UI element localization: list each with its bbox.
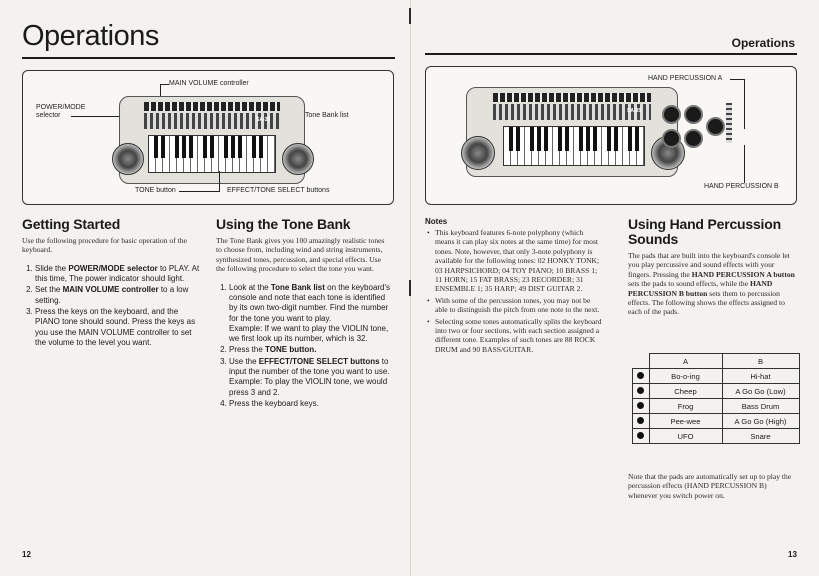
page-title: Operations [22,20,159,52]
col-header-a: A [649,354,722,369]
callout-tone-button: TONE button [135,187,176,194]
pads-table [632,353,800,444]
table-row: Cheep A Go Go (Low) [633,384,800,399]
speaker-right [282,143,314,175]
table-row: Pee-wee A Go Go (High) [633,414,800,429]
list-item: 1. Look at the Tone Bank list on the keyboard's console and note that each tone is identified by its own two-digit number. Find the number for the tone you want to play. Example: If we want to play the VIOLIN tone, we first look up its number, which is 32. [229,283,392,345]
page-header-right: Operations [731,36,795,50]
speaker-left [112,143,144,175]
table-header-row [633,354,800,369]
getting-started-section [22,217,200,349]
table-row: Frog Bass Drum [633,399,800,414]
keyboard-illustration [119,96,305,184]
spine-mark [409,280,411,296]
tone-bank-intro: The Tone Bank gives you 100 amazingly realistic tones to choose from, including wind and string instruments, synthesized tones, percussion, and special effects. Use the following procedure to select the tone you want. [216,236,385,274]
speaker-left [461,136,495,170]
header-rule [425,53,797,55]
pad-dot-icon [637,417,644,424]
pad-icon [684,129,703,148]
list-item: • This keyboard features 6-note polyphony (which means it can play six notes at the same time) for most tones. Note, however, that only 3-note polyphony is available for the following tones: 02 HONKY TONK; 03 HARPSICHORD; 04 TOY PIANO; 10 BRASS 1; 11 HORN; 15 FAT BRASS; 23 RECORDER; 31 ENSEMBLE 1; 35 HARP; 49 DIST GUITAR 2. [435,228,603,294]
getting-started-steps [22,264,200,348]
list-item: 2. Press the TONE button. [229,345,392,355]
pad-dot-icon [637,372,644,379]
pad-dot-icon [637,387,644,394]
notes-section [425,217,603,356]
hand-percussion-section [628,217,796,317]
callout-hand-percussion-b: HAND PERCUSSION B [704,183,779,190]
pad-icon [684,105,703,124]
spine-mark [409,8,411,24]
pad-icon [706,117,725,136]
callout-effect-tone: EFFECT/TONE SELECT buttons [227,187,330,194]
callout-power-mode-2: selector [36,112,61,119]
keyboard-illustration [466,87,678,177]
getting-started-heading: Getting Started [22,216,121,232]
hand-percussion-footer: Note that the pads are automatically set up to play the percussion effects (HAND PERCUSSION B) whenever you switch power on. [628,472,792,500]
col-header-b: B [722,354,799,369]
title-rule [22,57,395,59]
tone-bank-steps [216,283,392,410]
pad-dot-icon [637,432,644,439]
table-row: Bo-o-ing Hi-hat [633,369,800,384]
piano-keys [148,135,276,173]
table-row: UFO Snare [633,429,800,444]
callout-tone-bank: Tone Bank list [305,112,349,119]
tone-bank-list [493,93,651,102]
callout-hand-percussion-a: HAND PERCUSSION A [648,75,723,82]
keyboard-figure-left [22,70,394,205]
list-item: 3. Use the EFFECT/TONE SELECT buttons to input the number of the tone you want to use. Example: To play the VIOLIN tone, we would press 3 and 2. [229,357,392,398]
hand-percussion-heading: Using Hand Percussion Sounds [628,216,781,247]
list-item: 1. Slide the POWER/MODE selector to PLAY. At this time, The power indicator should light. [35,264,200,285]
callout-main-volume: MAIN VOLUME controller [169,80,249,87]
pad-icon [662,129,681,148]
page-number-left: 12 [22,550,31,559]
list-item: • With some of the percussion tones, you may not be able to distinguish the pitch from one note to the next. [435,296,603,315]
pad-icon [662,105,681,124]
tone-bank-heading: Using the Tone Bank [216,216,351,232]
piano-keys [503,126,645,166]
model-label: SA-35 [627,108,642,114]
callout-power-mode: POWER/MODE [36,104,86,111]
notes-list [425,228,603,354]
hand-percussion-body: The pads that are built into the keyboard's console let you play percussive and sound effects with your fingers. Pressing the HAND PERCUSSION A button sets the pads to sound effects, while the HAND PERCUSSION B button sets them to percussion effects. The following shows the effects assigned to each of the pads. [628,251,795,317]
model-label: SA-35 [256,117,271,123]
getting-started-intro: Use the following procedure for basic operation of the keyboard. [22,236,187,255]
pad-dot-icon [637,402,644,409]
list-item: 4. Press the keyboard keys. [229,399,392,409]
pad-labels [726,103,732,143]
list-item: 2. Set the MAIN VOLUME controller to a low setting. [35,285,200,306]
notes-heading: Notes [425,217,448,226]
list-item: • Selecting some tones automatically splits the keyboard into two or four sections, with each section assigned a different tone. Examples of such tones are 88 ROCK DRUM and 90 BASS/GUITAR. [435,317,603,355]
keyboard-figure-right [425,66,797,205]
page-number-right: 13 [788,550,797,559]
tone-bank-list [144,102,280,111]
list-item: 3. Press the keys on the keyboard, and the PIANO tone should sound. Press the keys as you use the MAIN VOLUME controller to set the volume to the level you want. [35,307,200,348]
tone-bank-section [216,217,392,410]
